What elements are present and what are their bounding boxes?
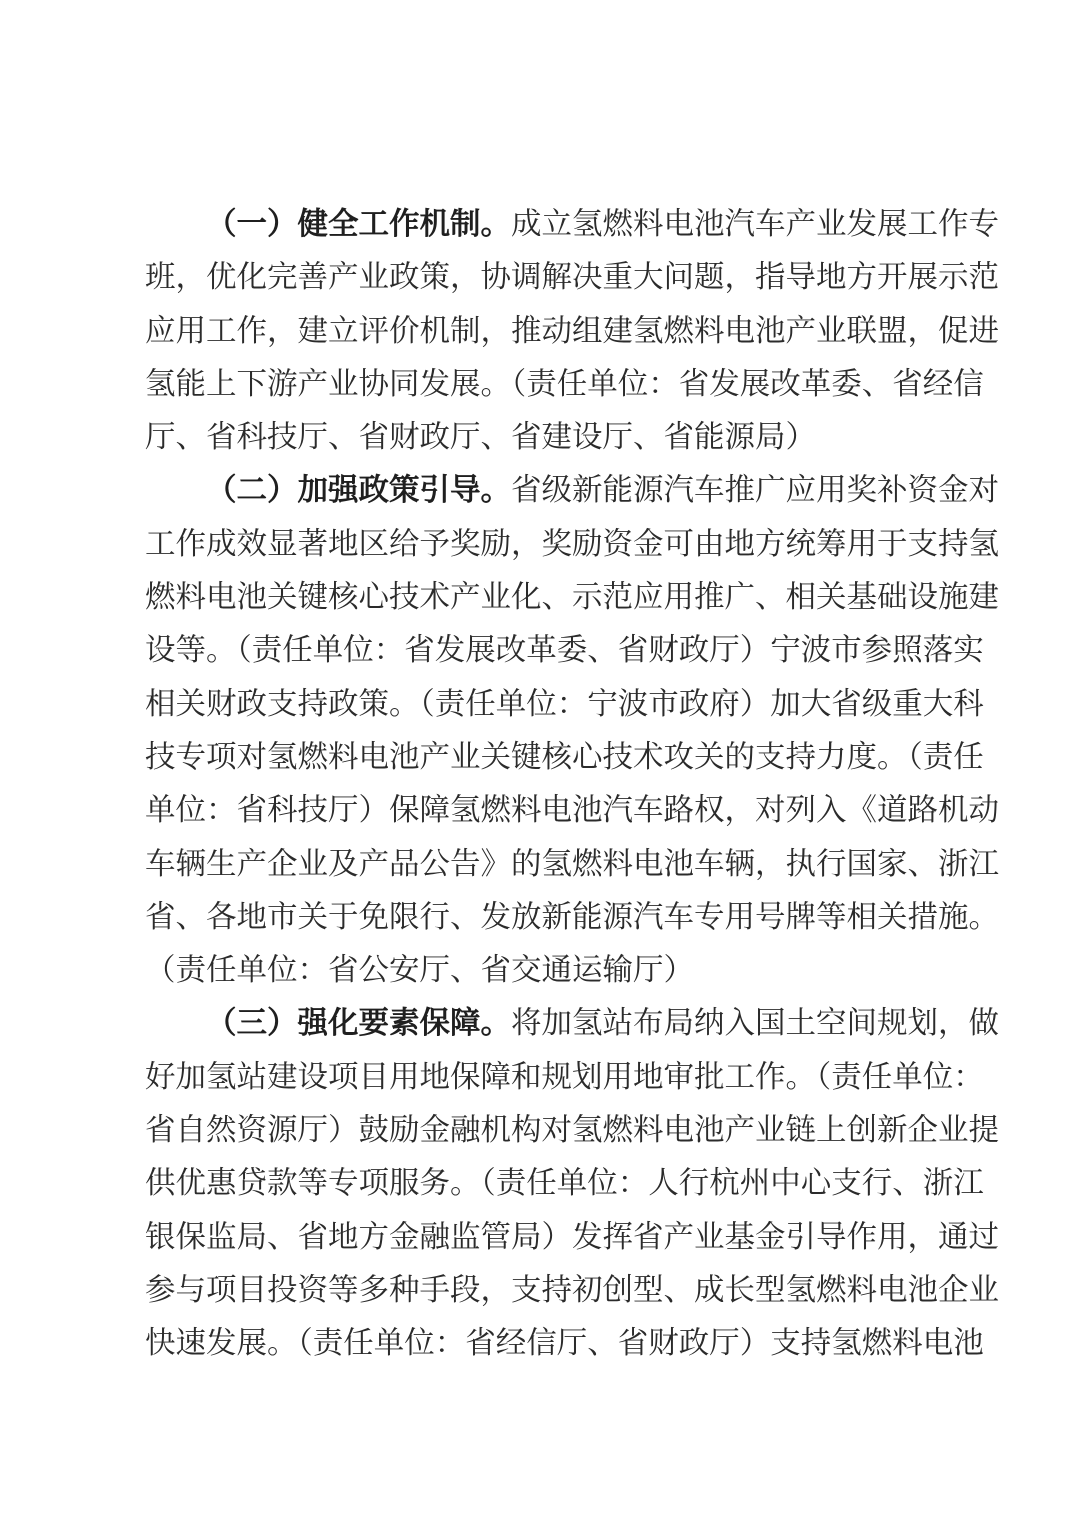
paragraph-line: 快速发展。（责任单位：省经信厅、省财政厅）支持氢燃料电池 [145, 1326, 984, 1362]
paragraph-line: 车辆生产企业及产品公告》的氢燃料电池车辆，执行国家、浙江 [145, 846, 999, 882]
paragraph-line: （二）加强政策引导。省级新能源汽车推广应用奖补资金对 [206, 472, 999, 509]
paragraph-line: 氢能上下游产业协同发展。（责任单位：省发展改革委、省经信 [145, 366, 984, 402]
section-1 [145, 198, 999, 464]
paragraph-line: （三）强化要素保障。将加氢站布局纳入国土空间规划，做 [206, 1005, 999, 1042]
section-heading: （二）加强政策引导。 [206, 472, 511, 509]
section-3 [145, 997, 999, 1370]
paragraph-line: 参与项目投资等多种手段，支持初创型、成长型氢燃料电池企业 [145, 1272, 999, 1308]
paragraph-line: 应用工作，建立评价机制，推动组建氢燃料电池产业联盟，促进 [145, 313, 999, 349]
section-heading: （一）健全工作机制。 [206, 206, 511, 242]
paragraph-line: 技专项对氢燃料电池产业关键核心技术攻关的支持力度。（责任 [145, 739, 984, 775]
paragraph-line: 供优惠贷款等专项服务。（责任单位：人行杭州中心支行、浙江 [145, 1166, 984, 1202]
paragraph-line: （责任单位：省公安厅、省交通运输厅） [145, 953, 694, 989]
paragraph-line: 厅、省科技厅、省财政厅、省建设厅、省能源局） [145, 420, 816, 456]
section-heading: （三）强化要素保障。 [206, 1005, 511, 1042]
paragraph-line: 班，优化完善产业政策，协调解决重大问题，指导地方开展示范 [145, 260, 999, 296]
paragraph-line: 单位：省科技厅）保障氢燃料电池汽车路权，对列入《道路机动 [145, 793, 999, 829]
paragraph-line: 省自然资源厅）鼓励金融机构对氢燃料电池产业链上创新企业提 [145, 1113, 999, 1149]
paragraph-line: 相关财政支持政策。（责任单位：宁波市政府）加大省级重大科 [145, 686, 984, 722]
document-page [145, 198, 999, 1371]
section-2 [145, 464, 999, 997]
paragraph-line: 好加氢站建设项目用地保障和规划用地审批工作。（责任单位： [145, 1059, 984, 1095]
paragraph-line: 省、各地市关于免限行、发放新能源汽车专用号牌等相关措施。 [145, 899, 999, 935]
paragraph-line: 设等。（责任单位：省发展改革委、省财政厅）宁波市参照落实 [145, 633, 984, 669]
paragraph-line: 银保监局、省地方金融监管局）发挥省产业基金引导作用，通过 [145, 1219, 999, 1255]
paragraph-line: 工作成效显著地区给予奖励，奖励资金可由地方统筹用于支持氢 [145, 526, 999, 562]
paragraph-line: 燃料电池关键核心技术产业化、示范应用推广、相关基础设施建 [145, 580, 999, 616]
paragraph-line: （一）健全工作机制。成立氢燃料电池汽车产业发展工作专 [206, 206, 999, 242]
